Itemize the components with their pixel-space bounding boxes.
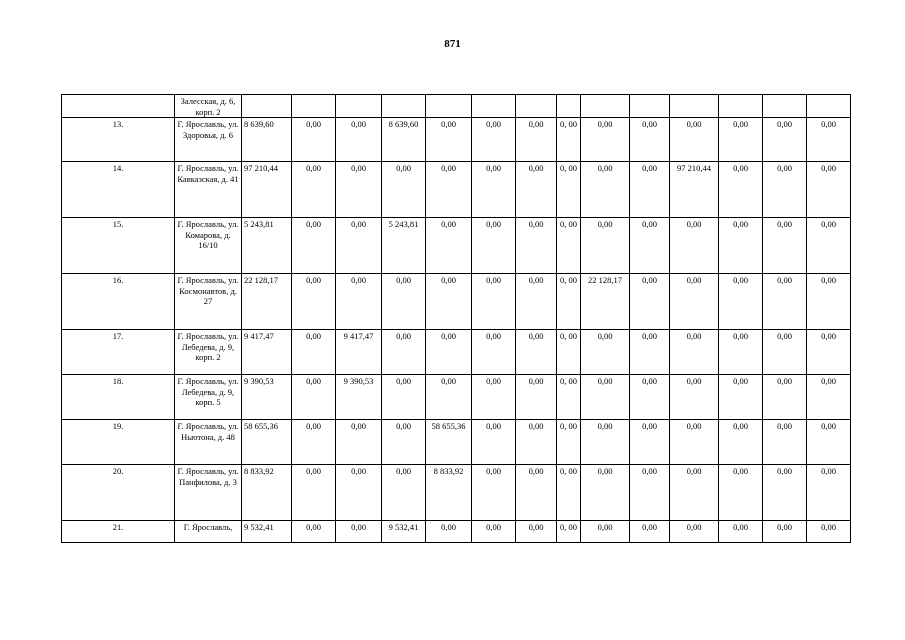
value-cell: 0,00 [382,465,426,521]
value-cell: 0,00 [292,330,336,375]
value-cell: 0,00 [763,375,807,420]
value-cell: 0,00 [670,274,719,330]
value-cell: 0,00 [807,218,851,274]
address-cell: Г. Ярославль, ул. Ньютона, д. 48 [175,420,242,465]
value-cell: 58 655,36 [426,420,472,465]
value-cell: 0,00 [382,420,426,465]
value-cell: 0,00 [670,521,719,543]
value-cell: 0,00 [581,465,630,521]
value-cell: 0,00 [630,420,670,465]
table-row [62,330,851,375]
value-cell: 0,00 [336,274,382,330]
table-cell [670,95,719,118]
total-cell: 8 833,92 [242,465,292,521]
address-cell: Г. Ярославль, ул. Космонавтов, д. 27 [175,274,242,330]
value-cell: 0,00 [516,118,557,162]
address-cell: Залесская, д. 6, корп. 2 [175,95,242,118]
value-cell: 0,00 [670,420,719,465]
table-row [62,465,851,521]
value-cell: 0,00 [581,420,630,465]
value-cell: 0,00 [763,274,807,330]
value-cell: 0,00 [719,330,763,375]
value-cell: 0,00 [807,375,851,420]
table-row [62,274,851,330]
value-cell: 0,00 [292,521,336,543]
value-cell: 0,00 [336,118,382,162]
value-cell: 0,00 [807,465,851,521]
value-cell: 0,00 [763,521,807,543]
value-cell: 0,00 [807,118,851,162]
value-cell: 0,00 [630,465,670,521]
value-cell: 0,00 [807,330,851,375]
row-number-cell: 18. [62,375,175,420]
address-cell: Г. Ярославль, ул. Комарова, д. 16/10 [175,218,242,274]
value-cell: 0,00 [719,118,763,162]
value-cell: 0,00 [382,330,426,375]
value-cell: 0,00 [516,330,557,375]
row-number-cell: 14. [62,162,175,218]
table-cell [581,95,630,118]
address-cell: Г. Ярославль, ул. Лебедева, д. 9, корп. 2 [175,330,242,375]
value-cell: 8 639,60 [382,118,426,162]
table-cell [807,95,851,118]
value-cell: 0,00 [807,162,851,218]
total-cell: 5 243,81 [242,218,292,274]
value-cell: 0,00 [336,218,382,274]
total-cell: 9 417,47 [242,330,292,375]
value-cell: 0,00 [581,375,630,420]
value-cell: 0,00 [336,521,382,543]
value-cell: 97 210,44 [670,162,719,218]
value-cell: 0,00 [472,274,516,330]
value-cell: 0,00 [426,274,472,330]
address-cell: Г. Ярославль, ул. Кавказская, д. 41 [175,162,242,218]
table-cell [763,95,807,118]
table-cell [426,95,472,118]
value-cell: 0,00 [382,375,426,420]
value-cell: 0, 00 [557,162,581,218]
table-cell [242,95,292,118]
value-cell: 0,00 [426,521,472,543]
table-cell [292,95,336,118]
value-cell: 0,00 [426,118,472,162]
value-cell: 0,00 [630,375,670,420]
value-cell: 0,00 [581,118,630,162]
value-cell: 0,00 [516,162,557,218]
table-row [62,162,851,218]
value-cell: 0,00 [581,162,630,218]
value-cell: 0, 00 [557,375,581,420]
address-cell: Г. Ярославль, ул. Здоровья, д. 6 [175,118,242,162]
value-cell: 0,00 [670,218,719,274]
value-cell: 0, 00 [557,118,581,162]
value-cell: 0, 00 [557,521,581,543]
table-row [62,118,851,162]
value-cell: 0,00 [472,330,516,375]
table-body [62,95,851,543]
table-row [62,375,851,420]
row-number-cell: 15. [62,218,175,274]
value-cell: 0,00 [382,274,426,330]
value-cell: 0,00 [426,218,472,274]
value-cell: 0,00 [763,118,807,162]
value-cell: 0,00 [426,162,472,218]
total-cell: 9 390,53 [242,375,292,420]
value-cell: 0,00 [670,118,719,162]
value-cell: 0,00 [472,118,516,162]
value-cell: 0,00 [581,330,630,375]
value-cell: 0,00 [336,420,382,465]
value-cell: 0,00 [763,162,807,218]
value-cell: 0,00 [807,420,851,465]
value-cell: 0,00 [670,330,719,375]
value-cell: 0,00 [670,465,719,521]
table-cell [336,95,382,118]
value-cell: 0, 00 [557,420,581,465]
address-cell: Г. Ярославль, ул. Лебедева, д. 9, корп. 5 [175,375,242,420]
value-cell: 0, 00 [557,330,581,375]
value-cell: 0,00 [336,162,382,218]
value-cell: 9 390,53 [336,375,382,420]
continuation-row [62,95,851,118]
value-cell: 0,00 [719,521,763,543]
value-cell: 0,00 [472,465,516,521]
value-cell: 0,00 [516,274,557,330]
table-row [62,218,851,274]
value-cell: 0,00 [292,375,336,420]
value-cell: 0,00 [719,162,763,218]
value-cell: 0,00 [630,521,670,543]
value-cell: 0,00 [292,420,336,465]
total-cell: 9 532,41 [242,521,292,543]
value-cell: 0,00 [763,218,807,274]
total-cell: 8 639,60 [242,118,292,162]
value-cell: 0,00 [382,162,426,218]
value-cell: 0,00 [630,274,670,330]
value-cell: 8 833,92 [426,465,472,521]
value-cell: 0,00 [292,162,336,218]
address-cell: Г. Ярославль, [175,521,242,543]
value-cell: 0,00 [472,521,516,543]
value-cell: 0, 00 [557,274,581,330]
value-cell: 0,00 [516,375,557,420]
row-number-cell: 21. [62,521,175,543]
value-cell: 0,00 [807,274,851,330]
value-cell: 5 243,81 [382,218,426,274]
value-cell: 0, 00 [557,218,581,274]
value-cell: 0,00 [472,218,516,274]
total-cell: 58 655,36 [242,420,292,465]
row-number-cell [62,95,175,118]
value-cell: 0,00 [472,420,516,465]
value-cell: 0,00 [719,218,763,274]
value-cell: 22 128,17 [581,274,630,330]
table-cell [557,95,581,118]
value-cell: 0,00 [581,218,630,274]
table-cell [719,95,763,118]
value-cell: 0,00 [763,465,807,521]
total-cell: 97 210,44 [242,162,292,218]
value-cell: 0,00 [472,162,516,218]
value-cell: 0,00 [719,420,763,465]
value-cell: 0,00 [516,420,557,465]
value-cell: 0,00 [472,375,516,420]
row-number-cell: 19. [62,420,175,465]
value-cell: 0,00 [426,375,472,420]
total-cell: 22 128,17 [242,274,292,330]
value-cell: 0,00 [719,375,763,420]
value-cell: 0,00 [630,162,670,218]
value-cell: 0,00 [719,274,763,330]
value-cell: 0,00 [630,118,670,162]
value-cell: 0,00 [630,330,670,375]
value-cell: 0,00 [292,218,336,274]
value-cell: 0,00 [516,465,557,521]
value-cell: 0, 00 [557,465,581,521]
table-cell [630,95,670,118]
value-cell: 0,00 [426,330,472,375]
value-cell: 9 532,41 [382,521,426,543]
value-cell: 0,00 [516,218,557,274]
row-number-cell: 13. [62,118,175,162]
page-number: 871 [444,38,461,50]
value-cell: 0,00 [336,465,382,521]
value-cell: 0,00 [763,420,807,465]
table-cell [382,95,426,118]
table-row [62,521,851,543]
row-number-cell: 16. [62,274,175,330]
value-cell: 0,00 [763,330,807,375]
value-cell: 0,00 [292,274,336,330]
value-cell: 0,00 [516,521,557,543]
address-cell: Г. Ярославль, ул. Панфилова, д. 3 [175,465,242,521]
value-cell: 0,00 [630,218,670,274]
value-cell: 0,00 [581,521,630,543]
value-cell: 0,00 [807,521,851,543]
value-cell: 0,00 [670,375,719,420]
table-cell [516,95,557,118]
value-cell: 0,00 [292,465,336,521]
value-cell: 0,00 [719,465,763,521]
row-number-cell: 17. [62,330,175,375]
value-cell: 9 417,47 [336,330,382,375]
cost-table [61,94,851,543]
row-number-cell: 20. [62,465,175,521]
value-cell: 0,00 [292,118,336,162]
table-row [62,420,851,465]
table-cell [472,95,516,118]
